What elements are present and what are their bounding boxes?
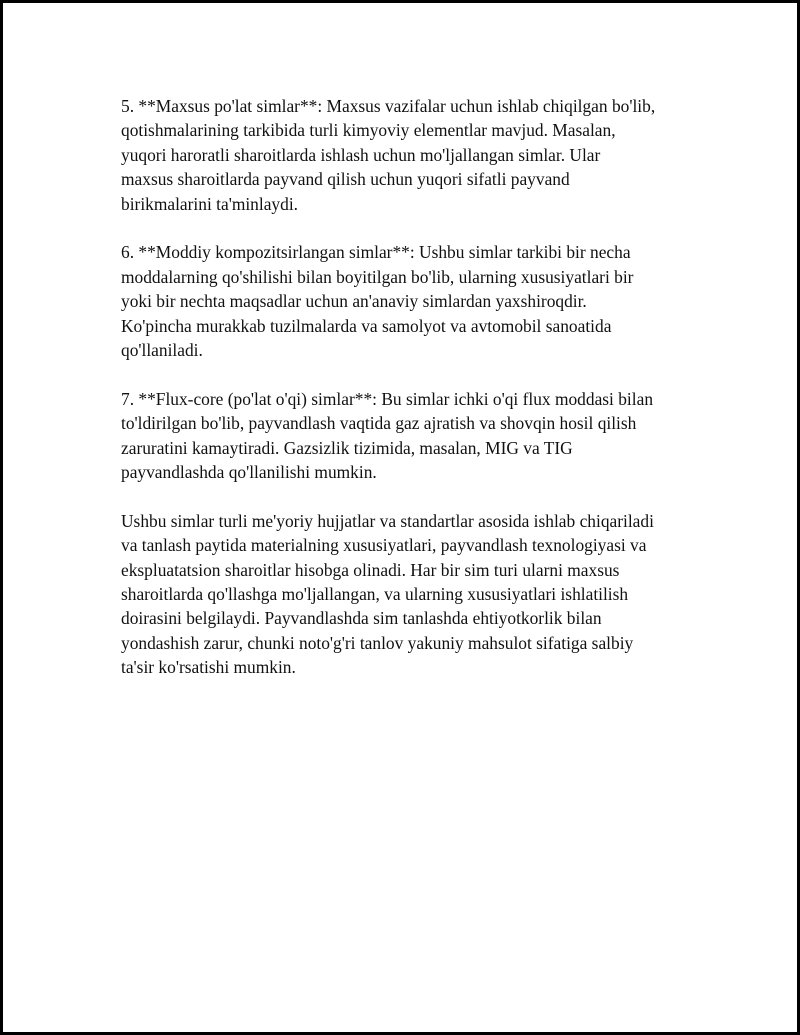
document-body <box>121 94 701 704</box>
paragraph-composite-wires: 6. **Moddiy kompozitsirlangan simlar**: Ushbu simlar tarkibi bir necha moddalarning qo'shilishi bilan boyitilgan bo'lib, ularning xususiyatlari bir yoki bir nechta maqsadlar uchun an'anaviy simlardan yaxshiroqdir. Ko'pincha murakkab tuzilmalarda va samolyot va avtomobil sanoatida qo'llaniladi. <box>121 242 634 361</box>
paragraph-conclusion: Ushbu simlar turli me'yoriy hujjatlar va standartlar asosida ishlab chiqariladi va tanlash paytida materialning xususiyatlari, payvandlash texnologiyasi va ekspluatatsion sharoitlar hisobga olinadi. Har bir sim turi ularni maxsus sharoitlarda qo'llashga mo'ljallangan, va ularning xususiyatlari ishlatilish doirasini belgilaydi. Payvandlashda sim tanlashda ehtiyotkorlik bilan yondashish zarur, chunki noto'g'ri tanlov yakuniy mahsulot sifatiga salbiy ta'sir ko'rsatishi mumkin. <box>121 510 654 678</box>
paragraph-special-steel-wires: 5. **Maxsus po'lat simlar**: Maxsus vazifalar uchun ishlab chiqilgan bo'lib, qotishmalarining tarkibida turli kimyoviy elementlar mavjud. Masalan, yuqori haroratli sharoitlarda ishlash uchun mo'ljallangan simlar. Ular maxsus sharoitlarda payvand qilish uchun yuqori sifatli payvand birikmalarini ta'minlaydi. <box>121 96 656 214</box>
paragraph-flux-core-wires: 7. **Flux-core (po'lat o'qi) simlar**: Bu simlar ichki o'qi flux moddasi bilan to'ldirilgan bo'lib, payvandlash vaqtida gaz ajratish va shovqin hosil qilish zaruratini kamaytiradi. Gazsizlik tizimida, masalan, MIG va TIG payvandlashda qo'llanilishi mumkin. <box>121 388 654 483</box>
